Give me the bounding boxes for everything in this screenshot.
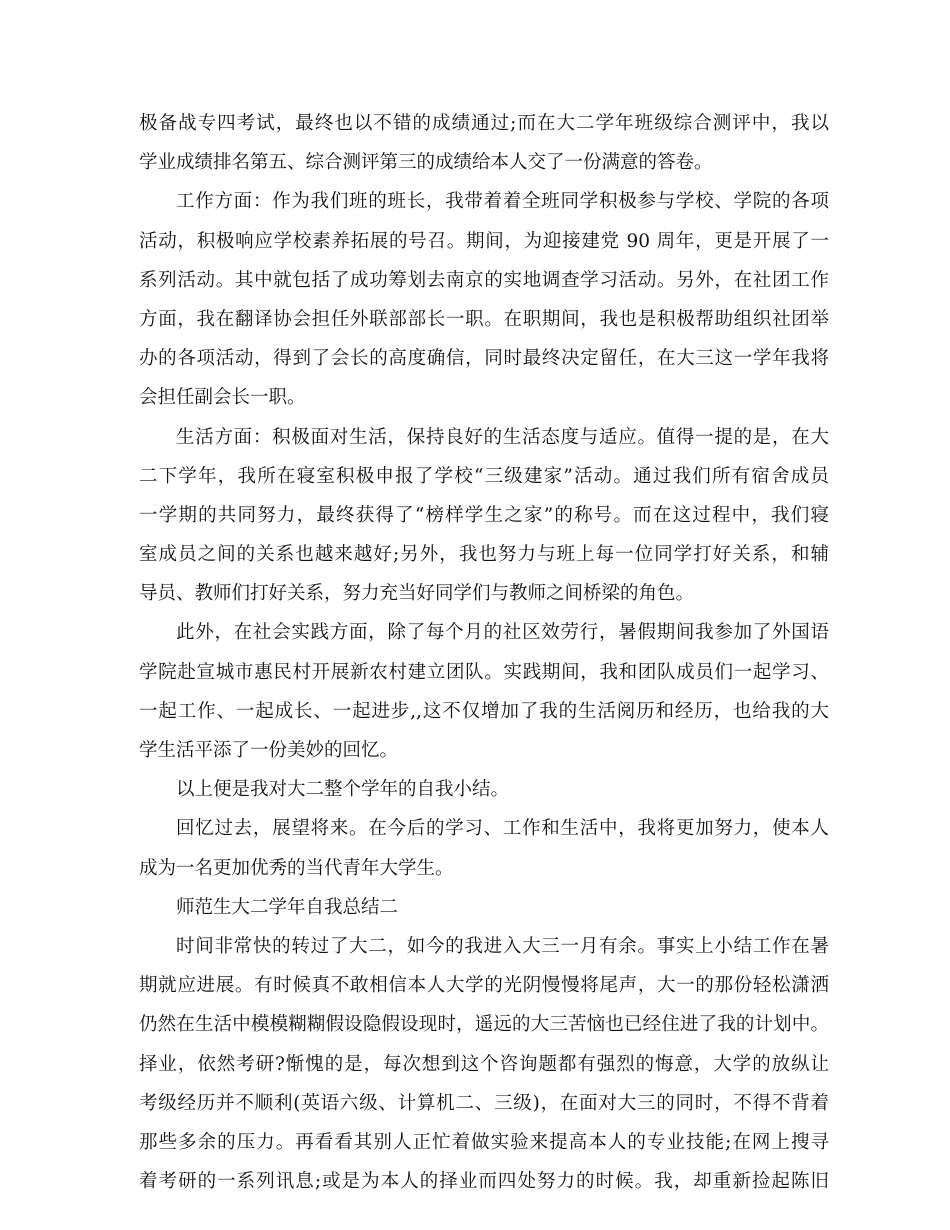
text-line: 一学期的共同努力，最终获得了“榜样学生之家”的称号。而在这过程中，我们寝: [139, 504, 829, 526]
text-line: 此外，在社会实践方面，除了每个月的社区效劳行，暑假期间我参加了外国语: [176, 622, 829, 644]
text-line: 学院赴宣城市惠民村开展新农村建立团队。实践期间，我和团队成员们一起学习、: [139, 661, 829, 683]
text-line: 学业成绩排名第五、综合测评第三的成绩给本人交了一份满意的答卷。: [139, 152, 713, 174]
text-line: 师范生大二学年自我总结二: [176, 896, 399, 918]
text-line: 导员、教师们打好关系，努力充当好同学们与教师之间桥梁的角色。: [139, 583, 695, 605]
text-line: 系列活动。其中就包括了成功筹划去南京的实地调查学习活动。另外，在社团工作: [139, 269, 829, 291]
text-line: 仍然在生活中模模糊糊假设隐假设现时，遥远的大三苦恼也已经住进了我的计划中。: [139, 1014, 829, 1036]
text-line: 学生活平添了一份美妙的回忆。: [139, 740, 399, 761]
text-line: 二下学年，我所在寝室积极申报了学校“三级建家”活动。通过我们所有宿舍成员: [139, 465, 829, 487]
text-line: 回忆过去，展望将来。在今后的学习、工作和生活中，我将更加努力，使本人: [176, 818, 829, 840]
text-line: 考级经历并不顺利(英语六级、计算机二、三级)，在面对大三的同时，不得不背着: [139, 1092, 829, 1114]
text-line: 择业，依然考研?惭愧的是，每次想到这个咨询题都有强烈的悔意，大学的放纵让: [139, 1053, 829, 1075]
text-line: 活动，积极响应学校素养拓展的号召。期间，为迎接建党 90 周年，更是开展了一: [139, 230, 829, 252]
text-line: 着考研的一系列讯息;或是为本人的择业而四处努力的时候。我，却重新捡起陈旧: [139, 1171, 829, 1193]
text-line: 一起工作、一起成长、一起进步,,这不仅增加了我的生活阅历和经历，也给我的大: [139, 700, 829, 722]
text-line: 极备战专四考试，最终也以不错的成绩通过;而在大二学年班级综合测评中，我以: [139, 113, 829, 134]
text-line: 方面，我在翻译协会担任外联部部长一职。在职期间，我也是积极帮助组织社团举: [139, 308, 829, 330]
text-line: 成为一名更加优秀的当代青年大学生。: [139, 857, 454, 879]
text-line: 生活方面：积极面对生活，保持良好的生活态度与适应。值得一提的是，在大: [176, 426, 829, 448]
text-line: 以上便是我对大二整个学年的自我小结。: [176, 779, 510, 801]
text-line: 工作方面：作为我们班的班长，我带着着全班同学积极参与学校、学院的各项: [176, 191, 829, 213]
text-line: 室成员之间的关系也越来越好;另外，我也努力与班上每一位同学打好关系，和辅: [139, 544, 829, 566]
text-line: 那些多余的压力。再看看其别人正忙着做实验来提高本人的专业技能;在网上搜寻: [139, 1131, 829, 1153]
text-line: 期就应进展。有时候真不敢相信本人大学的光阴慢慢将尾声，大一的那份轻松潇洒: [139, 975, 829, 997]
text-line: 办的各项活动，得到了会长的高度确信，同时最终决定留任，在大三这一学年我将: [139, 348, 829, 370]
text-line: 会担任副会长一职。: [139, 387, 306, 409]
text-line: 时间非常快的转过了大二，如今的我进入大三一月有余。事实上小结工作在暑: [176, 935, 829, 957]
document-body: [139, 108, 829, 1205]
